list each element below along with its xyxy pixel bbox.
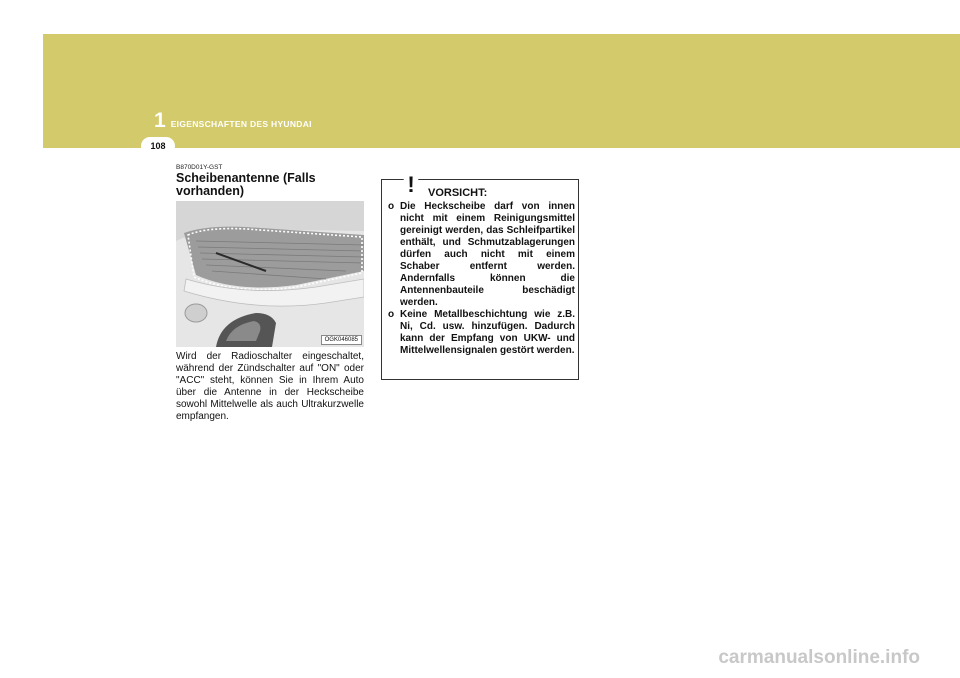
bullet: o [388, 309, 395, 320]
rear-window-antenna-figure [176, 201, 364, 347]
bullet: o [388, 201, 395, 212]
caution-item-text: Keine Metallbeschichtung wie z.B. Ni, Cd. usw. hinzufügen. Dadurch kann der Empfang von UKW- und Mittelwellensignalen gestört werden. [400, 309, 575, 356]
caution-item [388, 309, 575, 357]
page-number: 108 [141, 137, 175, 155]
caution-item [388, 201, 575, 309]
caution-box [381, 172, 579, 380]
section-code: B870D01Y-GST [176, 164, 223, 171]
chapter-number: 1 [154, 109, 166, 132]
svg-text:!: ! [407, 172, 415, 196]
watermark: carmanualsonline.info [718, 647, 920, 668]
section-title: Scheibenantenne (Falls vorhanden) [176, 171, 316, 198]
figure-code: OGK046085 [321, 335, 362, 345]
chapter-title: EIGENSCHAFTEN DES HYUNDAI [170, 119, 312, 129]
caution-item-text: Die Heckscheibe darf von innen nicht mit einem Reinigungsmittel gereinigt werden, das Schleifpartikel enthält, und Schmutzablagerungen dürfen auch nicht mit einem Schaber entfernt werden. Andernfalls können die Antennenbauteile beschädigt werden. [400, 201, 575, 308]
section-body-text: Wird der Radioschalter eingeschaltet, während der Zündschalter auf "ON" oder "ACC" steht, können Sie in Ihrem Auto über die Antenne in der Heckscheibe sowohl Mittelwelle als auch Ultrakurzwelle empfangen. [176, 351, 364, 422]
caution-list [388, 201, 575, 357]
warning-icon [395, 166, 427, 196]
chapter-heading [154, 109, 312, 133]
caution-title: VORSICHT: [428, 187, 488, 199]
car-rear-illustration [176, 201, 364, 347]
